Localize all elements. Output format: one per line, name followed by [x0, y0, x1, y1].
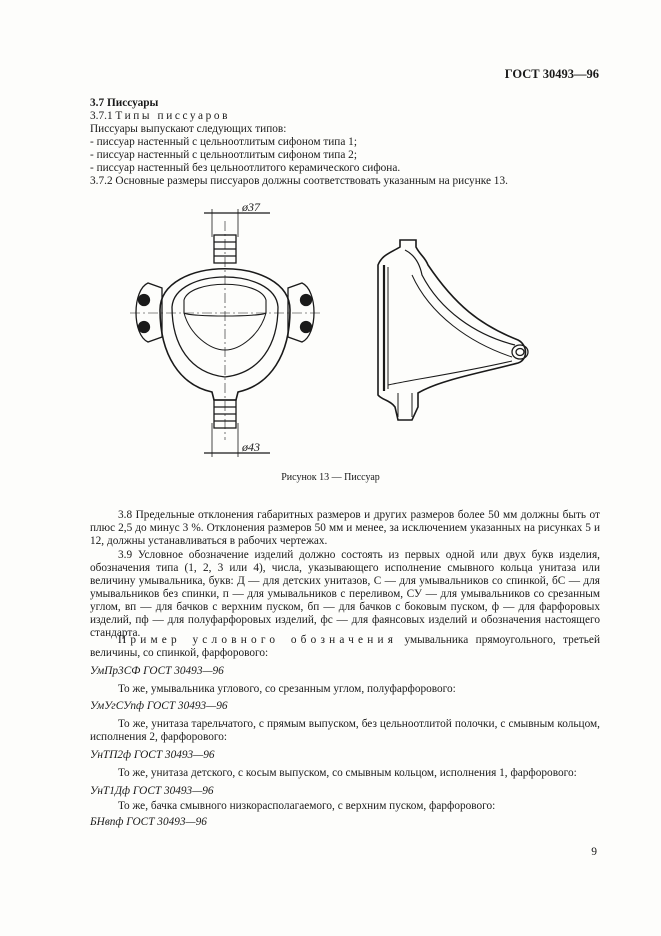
paragraph-3-9-text: 3.9 Условное обозначение изделий должно состоять из первых одной или двух букв изделия, обозначения типа (1, 2, 3 или 4), числа, указывающего исполнение смывного кольца унитаза или величину умывальника, букв: Д — для детских унитазов, С — для умывальников со спинкой, бС — для умывальников без спинки, п — для умывальников с переливом, СУ — для умывальников со срезанным углом, вп — для бачков с верхним пуском, бп — для бачков с боковым пуском, ф — для фарфоровых изделий, пф — для полуфарфоровых изделий, фс — для фаянсовых изделий и обозначения настоящего стандарта. — [90, 549, 600, 639]
example-code-2: УмУгСУпф ГОСТ 30493—96 — [90, 700, 228, 712]
type-item-1: - писсуар настенный с цельноотлитым сифоном типа 1; — [90, 136, 357, 148]
examples-block — [90, 634, 600, 829]
left-mount-ear — [136, 283, 162, 342]
subsection-title — [90, 110, 600, 123]
subsection-text: Типы писсуаров — [115, 110, 231, 122]
paragraph-3-8-text: 3.8 Предельные отклонения габаритных размеров и других размеров более 50 мм должны быть от плюс 2,5 до минус 3 %. Отклонения размеров 50 мм и менее, за исключением указанных на рисунках 5 и 12, должны устанавливаться в рабочих чертежах. — [90, 509, 600, 547]
dimension-label-top: ø37 — [242, 200, 260, 214]
paragraph-3-7-2: 3.7.2 Основные размеры писсуаров должны соответствовать указанным на рисунке 13. — [90, 175, 508, 187]
figure-caption: Рисунок 13 — Писсуар — [281, 472, 380, 483]
right-mount-ear — [288, 283, 314, 342]
document-header: ГОСТ 30493—96 — [504, 67, 599, 81]
example-label: Пример условного обозначения — [118, 634, 398, 646]
example-text-4: То же, унитаза детского, с косым выпуском, со смывным кольцом, исполнения 1, фарфорового: — [118, 767, 577, 779]
example-text-2: То же, умывальника углового, со срезанным углом, полуфарфорового: — [118, 683, 456, 695]
section-3-7 — [90, 97, 600, 188]
page-number: 9 — [591, 846, 597, 858]
urinal-front-bowl — [172, 277, 278, 377]
example-code-4: УнТ1Дф ГОСТ 30493—96 — [90, 785, 214, 797]
section-title: 3.7 Писсуары — [90, 97, 159, 109]
example-code-3: УнТП2ф ГОСТ 30493—96 — [90, 749, 215, 761]
example-text-1: умывальника прямоугольного, третьей величины, со спинкой, фарфорового: — [90, 634, 600, 659]
example-code-1: УмПр3СФ ГОСТ 30493—96 — [90, 665, 224, 677]
example-intro — [90, 634, 600, 660]
type-item-2: - писсуар настенный с цельноотлитым сифоном типа 2; — [90, 149, 357, 161]
example-code-5: БНвпф ГОСТ 30493—96 — [90, 816, 207, 828]
type-item-3: - писсуар настенный без цельноотлитого керамического сифона. — [90, 162, 401, 174]
dimension-label-bottom: ø43 — [242, 440, 260, 454]
paragraph-3-8 — [90, 509, 600, 548]
urinal-side-body — [378, 240, 526, 420]
types-intro: Писсуары выпускают следующих типов: — [90, 123, 287, 135]
example-text-5: То же, бачка смывного низкорасполагаемого, с верхним пуском, фарфорового: — [118, 800, 496, 812]
example-text-3: То же, унитаза тарельчатого, с прямым выпуском, без цельноотлитой полочки, с смывным кольцом, исполнения 2, фарфорового: — [90, 718, 600, 743]
subsection-number: 3.7.1 — [90, 110, 113, 122]
figure-urinal-drawing — [120, 195, 560, 465]
paragraph-3-9 — [90, 549, 600, 640]
